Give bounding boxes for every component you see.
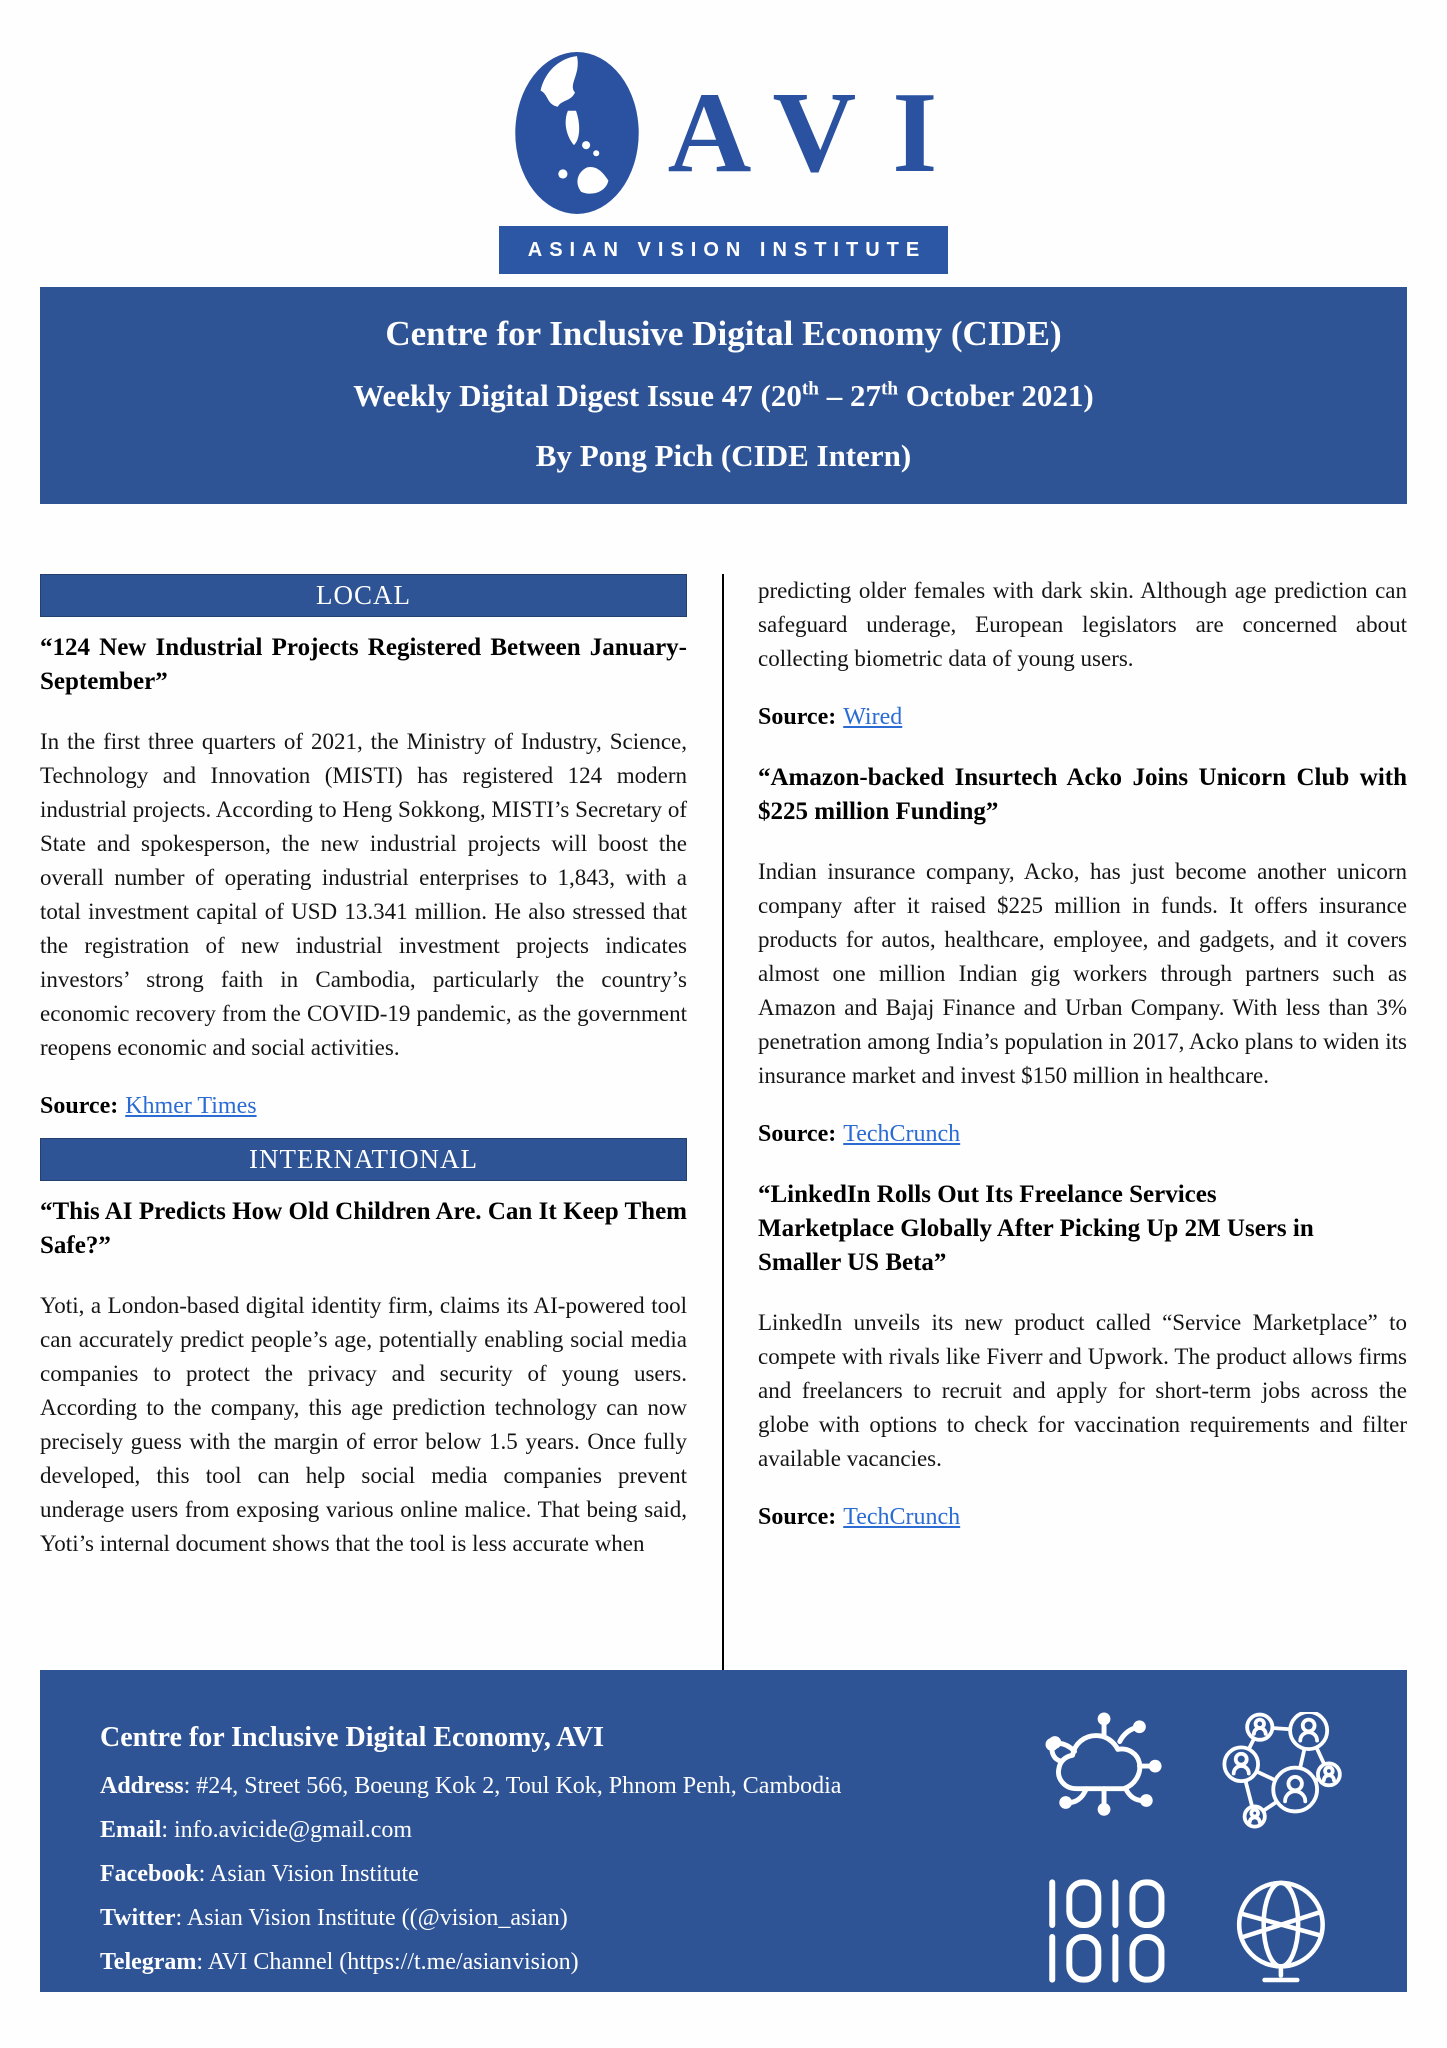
banner-superscript: th [801, 378, 819, 400]
footer-address-line [100, 1764, 940, 1808]
banner-subtitle-text: Weekly Digital Digest Issue 47 (20 [353, 378, 802, 413]
right-column [724, 574, 1407, 1670]
source-label: Source: [758, 1121, 837, 1147]
footer [40, 1670, 1407, 1992]
footer-contact-block [40, 1670, 940, 1992]
footer-telegram-line [100, 1940, 940, 1984]
footer-label: Telegram [100, 1949, 197, 1975]
footer-twitter-line [100, 1896, 940, 1940]
tagline-bar: ASIAN VISION INSTITUTE [499, 226, 948, 274]
logo-globe-icon [510, 48, 644, 218]
footer-value: : Asian Vision Institute [198, 1861, 419, 1887]
banner-subtitle-text: – 27 [818, 378, 881, 413]
people-network-icon [1216, 1712, 1344, 1830]
globe-icon [1216, 1872, 1344, 1990]
footer-icons [1031, 1670, 1407, 1992]
footer-value: : info.avicide@gmail.com [161, 1817, 413, 1843]
article3-body: Indian insurance company, Acko, has just become another unicorn company after it raised $225 million in funds. It offers insurance products for autos, healthcare, employee, and gadgets, and it covers almost one million Indian gig workers through partners such as Amazon and Bajaj Finance and Urban Company. With less than 3% penetration among India’s population in 2017, Acko plans to widen its insurance market and invest $150 million in healthcare. [758, 859, 1407, 1088]
source-label: Source: [758, 704, 837, 730]
binary-code-icon [1042, 1872, 1170, 1990]
banner-superscript: th [880, 378, 899, 400]
article4-title-line: “LinkedIn Rolls Out Its Freelance Services [758, 1181, 1217, 1208]
footer-label: Twitter [100, 1905, 176, 1931]
banner-subtitle [50, 378, 1397, 414]
footer-value: : Asian Vision Institute ((@vision_asian) [175, 1905, 568, 1931]
section-header-international: INTERNATIONAL [40, 1138, 687, 1181]
article4-title-line: Smaller US Beta” [758, 1249, 947, 1276]
footer-label: Facebook [100, 1861, 199, 1887]
article2-body: Yoti, a London-based digital identity firm, claims its AI-powered tool can accurately predict people’s age, potentially enabling social media companies to protect the privacy and security of young users. According to the company, this age prediction technology can now precisely guess with the margin of error below 1.5 years. Once fully developed, this tool can help social media companies prevent underage users from exposing various online malice. That being said, Yoti’s internal document shows that the tool is less accurate when [40, 1293, 687, 1556]
source-link-techcrunch-1[interactable]: TechCrunch [843, 1121, 961, 1147]
footer-value: : #24, Street 566, Boeung Kok 2, Toul Kok, Phnom Penh, Cambodia [183, 1773, 842, 1799]
article4-source [758, 1504, 1407, 1531]
article4-body: LinkedIn unveils its new product called “Service Marketplace” to compete with rivals like Fiverr and Upwork. The product allows firms and freelancers to recruit and apply for short-term jobs across the globe with options to check for vaccination requirements and filter available vacancies. [758, 1310, 1407, 1471]
left-column [40, 574, 724, 1670]
banner-subtitle-text: October 2021) [898, 378, 1094, 413]
footer-label: Email [100, 1817, 162, 1843]
article2-source [758, 704, 1407, 731]
source-label: Source: [40, 1093, 119, 1119]
source-link-techcrunch-2[interactable]: TechCrunch [843, 1504, 961, 1530]
footer-label: Address [100, 1773, 184, 1799]
avi-wordmark: AVI [667, 69, 974, 197]
logo-row [510, 48, 974, 218]
article1-title: “124 New Industrial Projects Registered Between January- September” [40, 634, 687, 695]
article2-body-continuation: predicting older females with dark skin. Although age prediction can safeguard underage, European legislators are concerned about collecting biometric data of young users. [758, 578, 1407, 671]
footer-email-line [100, 1808, 940, 1852]
article4-title [758, 1178, 1407, 1280]
footer-heading: Centre for Inclusive Digital Economy, AVI [100, 1722, 605, 1753]
article4-title-line: Marketplace Globally After Picking Up 2M Users in [758, 1215, 1314, 1242]
avi-logo [0, 0, 1447, 274]
source-link-wired[interactable]: Wired [843, 704, 903, 730]
source-label: Source: [758, 1504, 837, 1530]
cloud-network-icon [1042, 1712, 1170, 1830]
banner-byline: By Pong Pich (CIDE Intern) [535, 438, 912, 473]
footer-facebook-line [100, 1852, 940, 1896]
banner [40, 287, 1407, 504]
article1-source [40, 1093, 687, 1120]
content-columns [40, 574, 1407, 1670]
article3-source [758, 1121, 1407, 1148]
section-header-local: LOCAL [40, 574, 687, 617]
article2-title: “This AI Predicts How Old Children Are. Can It Keep Them Safe?” [40, 1198, 687, 1259]
footer-value: : AVI Channel (https://t.me/asianvision) [196, 1949, 579, 1975]
banner-title: Centre for Inclusive Digital Economy (CIDE) [385, 314, 1062, 353]
source-link-khmer-times[interactable]: Khmer Times [125, 1093, 257, 1119]
article1-body: In the first three quarters of 2021, the Ministry of Industry, Science, Technology and Innovation (MISTI) has registered 124 modern industrial projects. According to Heng Sokkong, MISTI’s Secretary of State and spokesperson, the new industrial projects will boost the overall number of operating industrial enterprises to 1,843, with a total investment capital of USD 13.341 million. He also stressed that the registration of new industrial investment projects indicates investors’ strong faith in Cambodia, particularly the country’s economic recovery from the COVID-19 pandemic, as the government reopens economic and social activities. [40, 729, 687, 1060]
article3-title: “Amazon-backed Insurtech Acko Joins Unicorn Club with $225 million Funding” [758, 764, 1407, 825]
